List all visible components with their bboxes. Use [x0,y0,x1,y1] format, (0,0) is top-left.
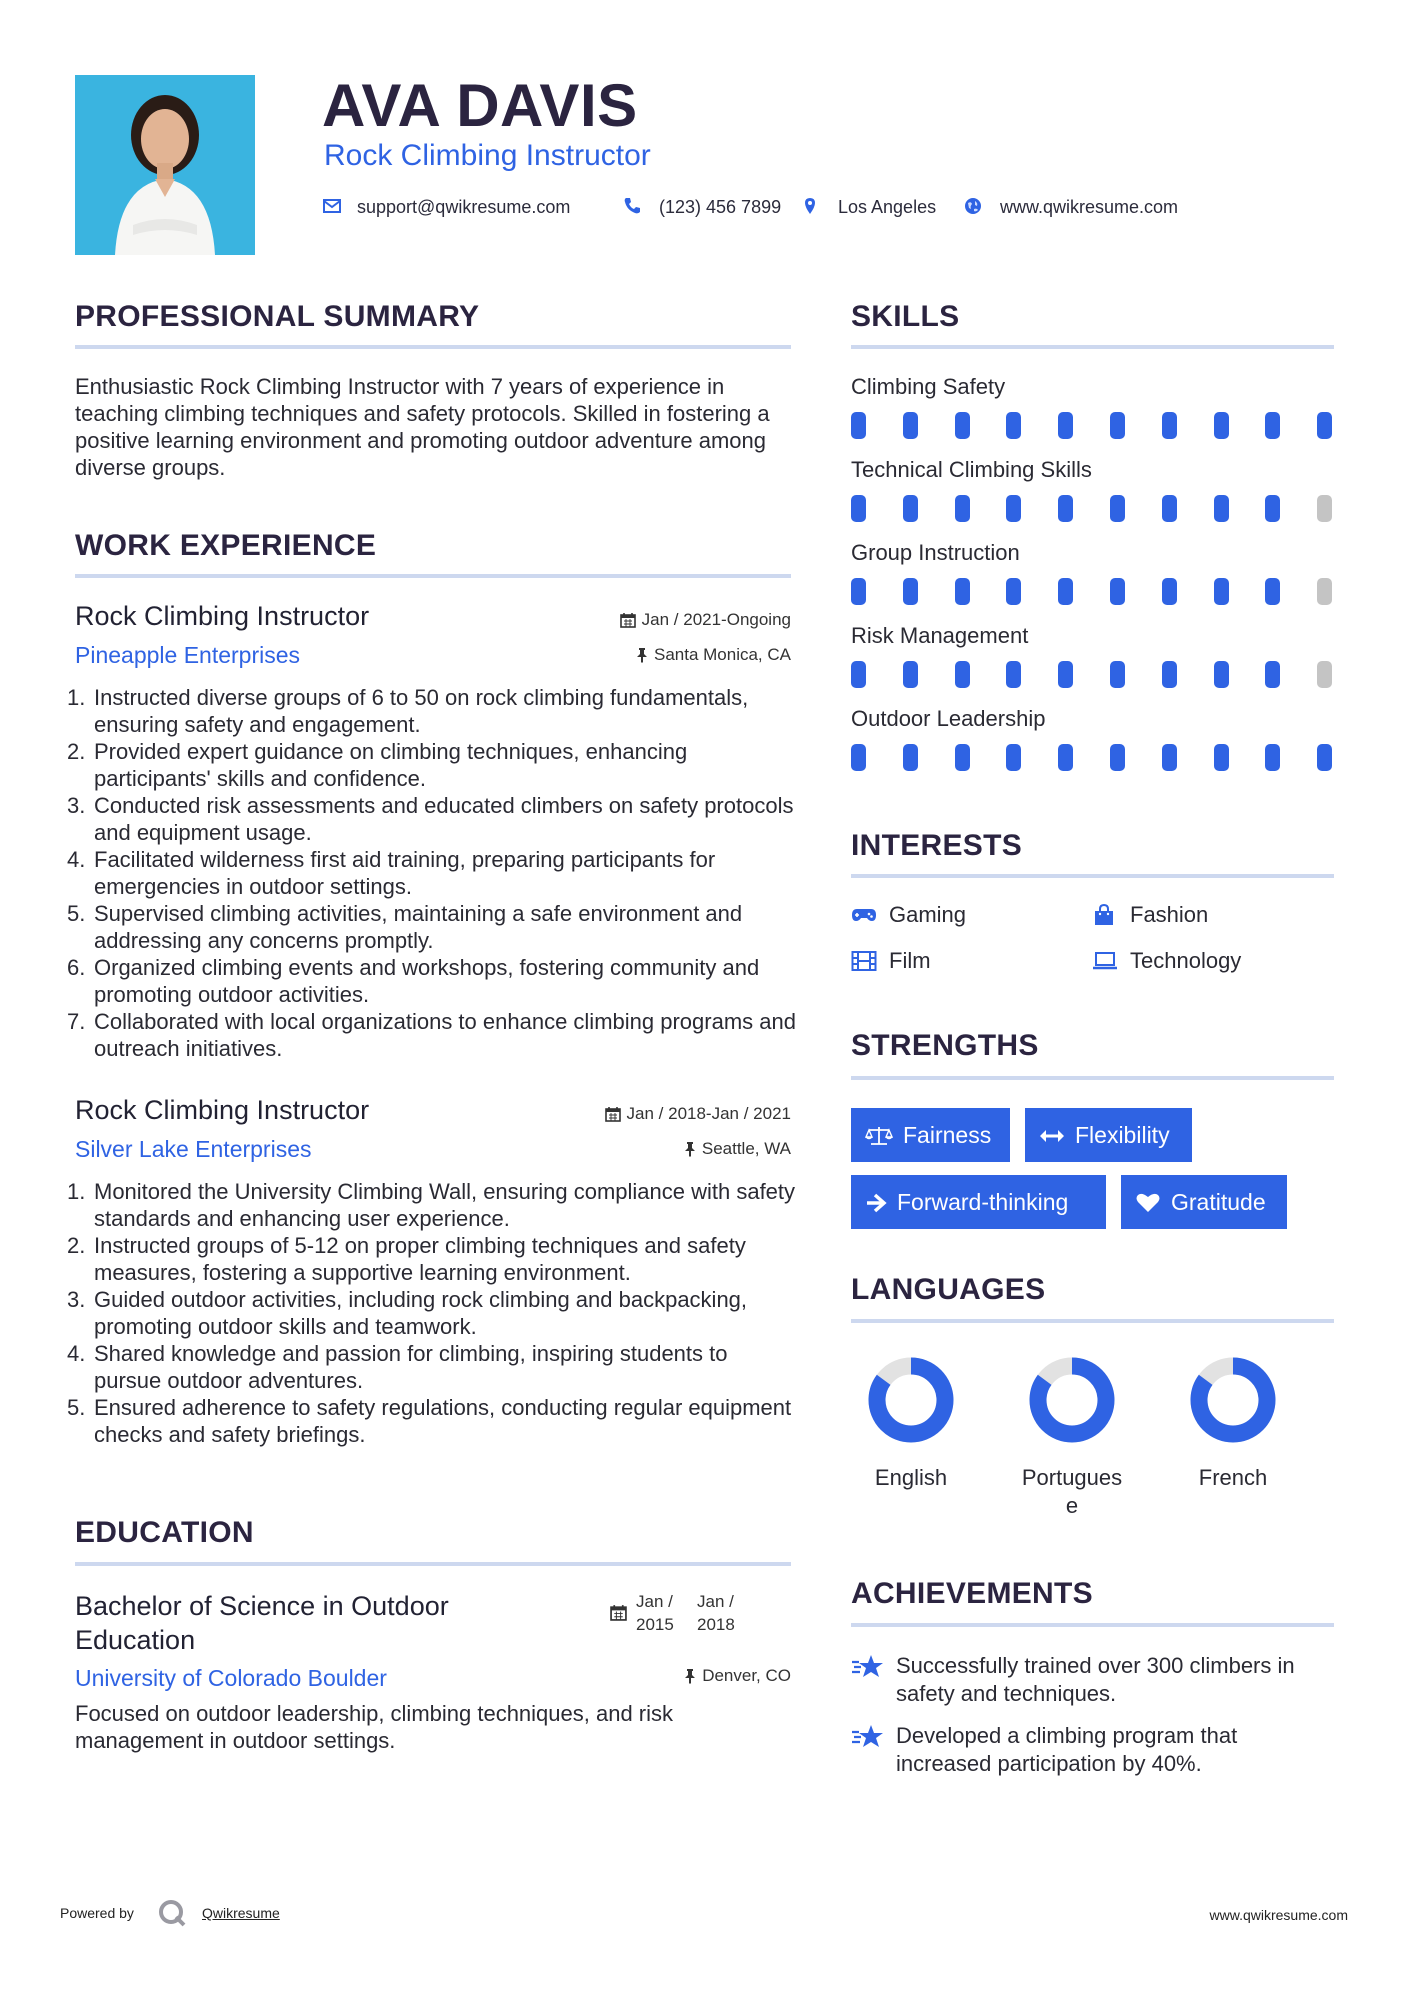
duty-number: 2. [67,1233,86,1258]
phone-icon [622,196,642,216]
interest-label: Film [889,948,931,973]
duty-text: Organized climbing events and workshops, fostering community and promoting outdoor activities. [94,955,760,1007]
strength-label: Fairness [903,1122,992,1148]
languages-title: LANGUAGES [851,1273,1046,1306]
duty-item [67,1340,797,1394]
achievement-text: Developed a climbing program that increased participation by 40%. [896,1723,1238,1776]
laptop-icon [1092,950,1118,972]
skill-name: Group Instruction [851,540,1020,565]
section-divider [851,345,1334,349]
skills-title: SKILLS [851,300,960,333]
candidate-name: AVA DAVIS [322,72,638,139]
duty-number: 4. [67,847,86,872]
duty-item [67,684,797,738]
duty-number: 1. [67,685,86,710]
job-location [541,643,791,667]
interest-item-gaming [851,901,1051,929]
contact-location: Los Angeles [838,197,937,217]
section-divider [75,345,791,349]
duty-number: 1. [67,1179,86,1204]
education-end-date: Jan / 2018 [697,1592,735,1634]
section-divider [75,574,791,578]
strength-chip-fairness [851,1108,1010,1162]
language-donut [866,1355,956,1445]
skill-dot-filled [903,578,918,605]
skill-dot-filled [1265,578,1280,605]
duty-number: 5. [67,1395,86,1420]
school-name[interactable]: University of Colorado Boulder [75,1665,387,1691]
achievements-title: ACHIEVEMENTS [851,1577,1093,1610]
arrows-horizontal-icon [1039,1125,1065,1147]
skill-dot-filled [1265,495,1280,522]
skill-dot-filled [1214,495,1229,522]
calendar-icon [610,1604,627,1621]
duty-text: Conducted risk assessments and educated climbers on safety protocols and equipment usage. [94,793,794,845]
strength-label: Gratitude [1171,1189,1266,1215]
language-donut [1027,1355,1117,1445]
skill-dot-filled [1265,661,1280,688]
skill-dot-filled [1110,578,1125,605]
job-dates-text: Jan / 2018-Jan / 2021 [626,1104,791,1123]
duty-item [67,846,797,900]
skill-dot-filled [1110,495,1125,522]
achievement-text: Successfully trained over 300 climbers in safety and techniques. [896,1653,1295,1706]
globe-icon [963,196,983,216]
duty-item [67,1232,797,1286]
skill-dot-filled [1110,744,1125,771]
profile-photo [75,75,255,255]
interest-item-technology [1092,947,1292,975]
duty-number: 5. [67,901,86,926]
pushpin-icon [636,647,648,663]
contact-website[interactable]: www.qwikresume.com [1000,197,1179,217]
map-marker-icon [800,196,820,216]
skill-name: Risk Management [851,623,1029,648]
pushpin-icon [684,1141,696,1157]
skill-dot-filled [1110,412,1125,439]
skill-dot-filled [1265,412,1280,439]
work-experience-title: WORK EXPERIENCE [75,529,377,562]
duty-item [67,1178,797,1232]
duty-text: Provided expert guidance on climbing techniques, enhancing participants' skills and confidence. [94,739,688,791]
skill-dot-filled [1265,744,1280,771]
skill-name: Outdoor Leadership [851,706,1046,731]
job-title: Rock Climbing Instructor [75,601,370,631]
skill-dot-filled [955,744,970,771]
duty-text: Collaborated with local organizations to enhance climbing programs and outreach initiatives. [94,1009,796,1061]
skill-dot-filled [903,744,918,771]
skill-dot-filled [1214,661,1229,688]
section-divider [75,1562,791,1566]
job-title: Rock Climbing Instructor [75,1095,370,1125]
skill-dot-filled [1058,495,1073,522]
education-start-date: Jan / 2015 [636,1592,674,1634]
strengths-title: STRENGTHS [851,1029,1039,1062]
envelope-icon [322,196,342,216]
strength-chip-gratitude [1121,1175,1287,1229]
duty-text: Supervised climbing activities, maintaining a safe environment and addressing any concerns promptly. [94,901,743,953]
skills-list [851,373,1334,783]
job-location [541,1137,791,1161]
skill-dot-filled [851,495,866,522]
contact-phone[interactable]: (123) 456 7899 [659,197,782,217]
qwikresume-logo-icon [157,1898,187,1928]
education-description: Focused on outdoor leadership, climbing techniques, and risk management in outdoor settings. [75,1701,674,1753]
education-location-text: Denver, CO [702,1666,791,1685]
duty-text: Guided outdoor activities, including rock climbing and backpacking, promoting outdoor skills and teamwork. [94,1287,748,1339]
skill-dot-empty [1317,495,1332,522]
skill-dot-filled [955,578,970,605]
job-location-text: Santa Monica, CA [653,645,791,664]
balance-scale-icon [865,1125,893,1147]
calendar-icon [605,1106,621,1122]
interest-label: Technology [1130,948,1242,973]
duty-text: Ensured adherence to safety regulations, conducting regular equipment checks and safety briefings. [94,1395,792,1447]
language-name-wrap: e [1065,1493,1079,1518]
education-location [541,1664,791,1688]
degree-title: Bachelor of Science in Outdoor Education [75,1591,449,1655]
skill-dot-filled [1162,578,1177,605]
shopping-bag-icon [1092,904,1116,926]
section-divider [851,874,1334,878]
duty-item [67,738,797,792]
duty-number: 2. [67,739,86,764]
skill-dot-filled [1214,412,1229,439]
duty-item [67,1286,797,1340]
skill-dot-filled [1317,412,1332,439]
skill-dot-filled [1214,578,1229,605]
skill-dot-filled [1006,661,1021,688]
job-duties-list [67,1178,797,1448]
star-badge-icon [851,1724,885,1750]
job-dates-text: Jan / 2021-Ongoing [641,610,791,629]
interest-label: Fashion [1130,902,1209,927]
duty-item [67,1394,797,1448]
skill-dot-filled [1162,412,1177,439]
duty-text: Shared knowledge and passion for climbing, inspiring students to pursue outdoor adventures. [94,1341,728,1393]
strength-label: Flexibility [1075,1122,1170,1148]
skill-dot-filled [1058,661,1073,688]
skill-dot-filled [851,578,866,605]
calendar-icon [620,612,636,628]
skill-dot-filled [1162,661,1177,688]
duty-item [67,1008,797,1062]
interest-item-fashion [1092,901,1292,929]
skill-dot-filled [1214,744,1229,771]
skill-dot-filled [1058,578,1073,605]
skill-dot-filled [903,495,918,522]
summary-title: PROFESSIONAL SUMMARY [75,300,480,333]
contact-email[interactable]: support@qwikresume.com [357,197,571,217]
language-name [846,1464,976,1492]
skill-dot-filled [1006,744,1021,771]
skill-dot-filled [1317,744,1332,771]
footer-brand-link[interactable]: Qwikresume [202,1905,280,1921]
skill-dot-filled [1058,744,1073,771]
skill-name: Technical Climbing Skills [851,457,1092,482]
job-duties-list [67,684,797,1062]
language-name [1007,1464,1137,1520]
interest-item-film [851,947,1051,975]
duty-text: Instructed diverse groups of 6 to 50 on rock climbing fundamentals, ensuring safety and engagement. [94,685,749,737]
job-location-text: Seattle, WA [701,1139,791,1158]
skill-level-meter [851,412,1334,440]
skill-level-meter [851,495,1334,523]
skill-level-meter [851,578,1334,606]
language-name-text: French [1198,1465,1268,1490]
skill-dot-filled [1110,661,1125,688]
skill-dot-filled [1006,412,1021,439]
film-icon [851,950,877,972]
skill-dot-filled [903,661,918,688]
candidate-role: Rock Climbing Instructor [324,139,651,172]
language-name-text: Portugues [1021,1465,1123,1490]
duty-number: 3. [67,793,86,818]
duty-text: Instructed groups of 5-12 on proper climbing techniques and safety measures, fostering a supportive learning environment. [94,1233,746,1285]
skill-dot-filled [851,744,866,771]
summary-text: Enthusiastic Rock Climbing Instructor with 7 years of experience in teaching climbing techniques and safety protocols. Skilled in fostering a positive learning environment and promoting outdoor adventure among diverse groups. [75,374,770,480]
job-dates [541,608,791,632]
star-badge-icon [851,1654,885,1680]
skill-name: Climbing Safety [851,374,1006,399]
strength-chip-flexibility [1025,1108,1192,1162]
interest-label: Gaming [889,902,967,927]
skill-dot-filled [851,661,866,688]
skill-level-meter [851,661,1334,689]
pushpin-icon [684,1668,696,1684]
arrow-right-icon [865,1192,887,1214]
skill-dot-filled [851,412,866,439]
skill-dot-empty [1317,661,1332,688]
interests-title: INTERESTS [851,829,1023,862]
duty-number: 3. [67,1287,86,1312]
language-name-text: English [874,1465,948,1490]
duty-number: 6. [67,955,86,980]
duty-number: 7. [67,1009,86,1034]
duty-item [67,954,797,1008]
skill-dot-filled [1058,412,1073,439]
strength-label: Forward-thinking [897,1189,1069,1215]
duty-text: Monitored the University Climbing Wall, ensuring compliance with safety standards and enhancing user experience. [94,1179,796,1231]
skill-dot-filled [955,412,970,439]
heart-icon [1135,1192,1161,1214]
education-title: EDUCATION [75,1516,254,1549]
skill-dot-filled [903,412,918,439]
strength-chip-forward-thinking [851,1175,1106,1229]
duty-number: 4. [67,1341,86,1366]
powered-by-label: Powered by [60,1905,134,1921]
skill-dot-filled [955,495,970,522]
job-dates [541,1102,791,1126]
skill-dot-filled [1006,578,1021,605]
skill-dot-filled [955,661,970,688]
gamepad-icon [851,904,877,926]
duty-item [67,792,797,846]
skill-level-meter [851,744,1334,772]
duty-text: Facilitated wilderness first aid training, preparing participants for emergencies in outdoor settings. [94,847,716,899]
company-name[interactable]: Pineapple Enterprises [75,642,301,668]
section-divider [851,1623,1334,1627]
skill-dot-filled [1162,495,1177,522]
skill-dot-filled [1006,495,1021,522]
skill-dot-filled [1162,744,1177,771]
language-donut [1188,1355,1278,1445]
language-name [1168,1464,1298,1492]
duty-item [67,900,797,954]
section-divider [851,1076,1334,1080]
section-divider [851,1319,1334,1323]
languages-list [851,1355,1334,1525]
company-name[interactable]: Silver Lake Enterprises [75,1136,312,1162]
footer-url[interactable]: www.qwikresume.com [1209,1907,1348,1923]
skill-dot-empty [1317,578,1332,605]
